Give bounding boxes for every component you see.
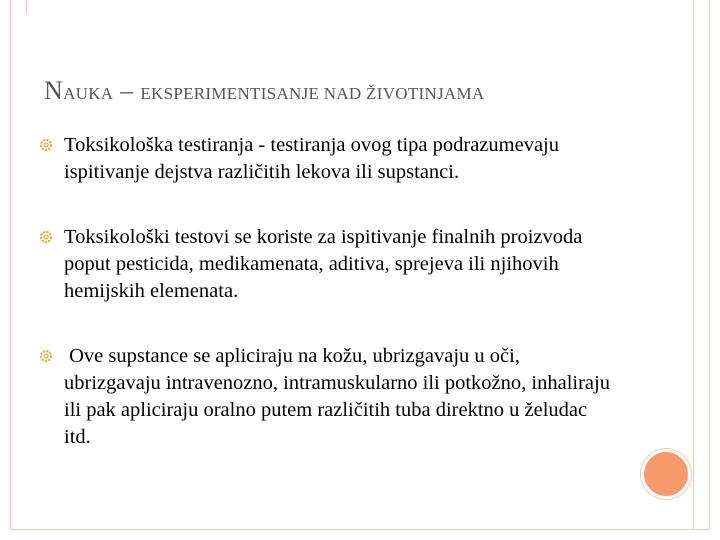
gear-bullet-icon <box>40 139 52 151</box>
title-word-rest: EKSPERIMENTISANJE NAD ŽIVOTINJAMA <box>140 84 485 103</box>
list-item <box>40 132 610 186</box>
title-word-one: AUKA <box>63 84 114 103</box>
bullet-text: Toksikološka testiranja - testiranja ovog tipa podrazumevaju ispitivanje dejstva različitih lekova ili supstanci. <box>64 134 559 183</box>
slide-title <box>44 76 485 106</box>
bullet-list <box>40 132 616 489</box>
title-dash: – <box>120 76 134 105</box>
gear-bullet-icon <box>40 350 52 362</box>
bullet-text: Toksikološki testovi se koriste za ispitivanje finalnih proizvoda poput pesticida, medikamenata, aditiva, sprejeva ili njihovih hemijskih elemenata. <box>64 226 583 302</box>
list-item <box>40 224 610 305</box>
frame-top-left-tick <box>26 0 27 14</box>
gear-bullet-icon <box>40 231 52 243</box>
list-item <box>40 343 616 451</box>
bullet-text: Ove supstance se apliciraju na kožu, ubrizgavaju u oči, ubrizgavaju intravenozno, intramuskularno ili potkožno, inhaliraju ili pak apliciraju oralno putem različitih tuba direktno u želudac itd. <box>64 345 616 448</box>
title-first-letter: N <box>44 76 64 105</box>
decorative-circle <box>641 449 691 499</box>
frame-right-rule <box>693 0 694 530</box>
